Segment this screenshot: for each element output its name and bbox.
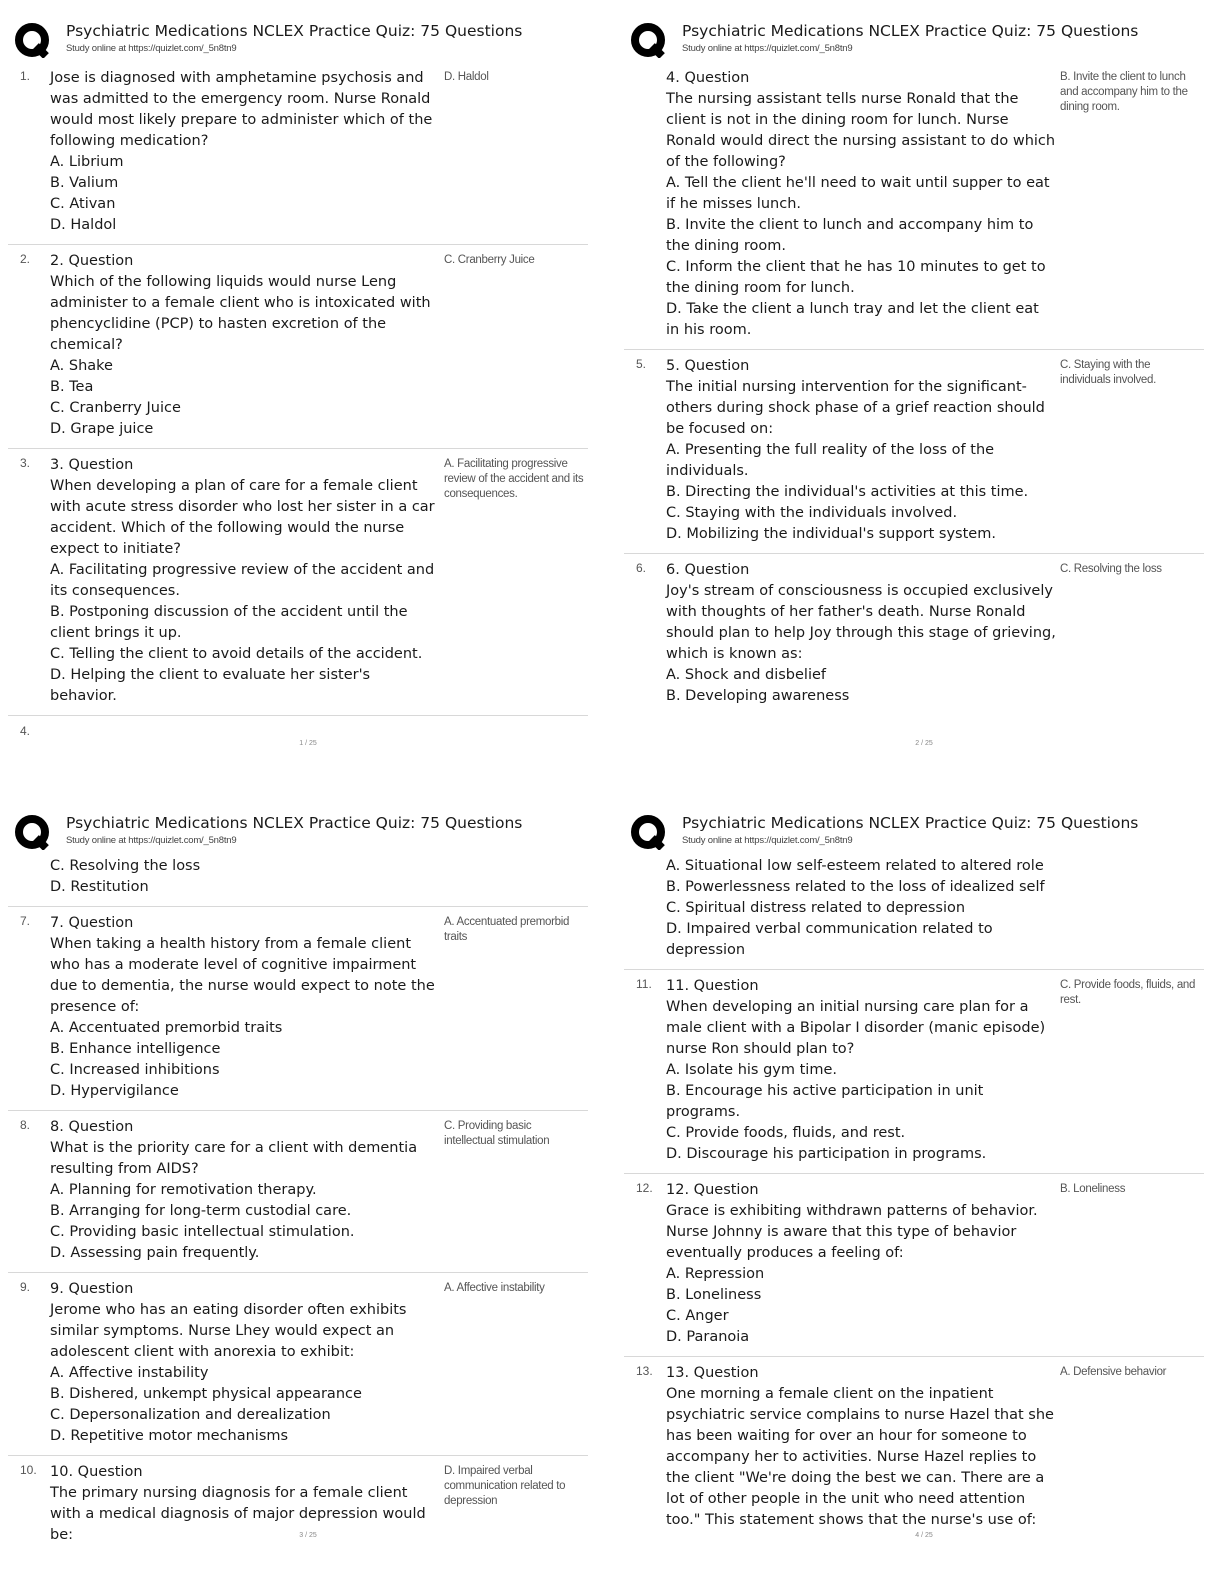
answer-option: C. Telling the client to avoid details of the accident. [50, 646, 423, 662]
page-4 [624, 806, 1224, 1586]
page-1 [8, 14, 608, 794]
question-number: 6. [636, 561, 647, 575]
question-item [624, 554, 1204, 715]
study-link[interactable]: Study online at https://quizlet.com/_5n8tn9 [682, 835, 853, 846]
question-stem: The initial nursing intervention for the significant-others during shock phase of a grief reaction should be focused on: [666, 379, 1045, 437]
correct-answer: A. Affective instability [444, 1282, 545, 1294]
question-list [8, 854, 588, 1554]
question-item [624, 350, 1204, 554]
question-stem: When taking a health history from a female client who has a moderate level of cognitive impairment due to dementia, the nurse would expect to note the presence of: [50, 936, 435, 1015]
answer-option: B. Valium [50, 175, 119, 191]
answer-option: B. Encourage his active participation in unit programs. [666, 1083, 984, 1120]
question-text [666, 976, 1056, 1165]
question-heading: 5. Question [666, 358, 750, 374]
question-item [624, 1174, 1204, 1357]
question-heading: 7. Question [50, 915, 134, 931]
quizlet-logo-icon [630, 22, 666, 58]
answer-option: A. Facilitating progressive review of the accident and its consequences. [50, 562, 435, 599]
page-3 [8, 806, 608, 1586]
question-heading: 6. Question [666, 562, 750, 578]
question-text [50, 1279, 440, 1447]
quizlet-logo-icon [14, 22, 50, 58]
answer-option: D. Restitution [50, 879, 149, 895]
question-heading: 2. Question [50, 253, 134, 269]
question-item [624, 1357, 1204, 1539]
question-stem: What is the priority care for a client with dementia resulting from AIDS? [50, 1140, 418, 1177]
document-title: Psychiatric Medications NCLEX Practice Quiz: 75 Questions [682, 22, 1139, 40]
question-number: 4. [20, 724, 31, 738]
question-item [8, 1111, 588, 1273]
question-number: 1. [20, 69, 31, 83]
question-number: 10. [20, 1463, 37, 1477]
answer-option: D. Repetitive motor mechanisms [50, 1428, 289, 1444]
answer-option: A. Presenting the full reality of the loss of the individuals. [666, 442, 995, 479]
answer-option: B. Enhance intelligence [50, 1041, 221, 1057]
question-stem: The primary nursing diagnosis for a female client with a medical diagnosis of major depression would be: [50, 1485, 426, 1543]
answer-option: B. Powerlessness related to the loss of idealized self [666, 879, 1045, 895]
question-text [666, 560, 1056, 707]
question-heading: 13. Question [666, 1365, 759, 1381]
page-header [8, 14, 608, 60]
answer-option: A. Librium [50, 154, 124, 170]
correct-answer: D. Haldol [444, 71, 489, 83]
answer-option: D. Discourage his participation in programs. [666, 1146, 987, 1162]
answer-option: A. Affective instability [50, 1365, 209, 1381]
question-heading: 3. Question [50, 457, 134, 473]
question-item [624, 62, 1204, 350]
document-title: Psychiatric Medications NCLEX Practice Quiz: 75 Questions [66, 814, 523, 832]
study-link[interactable]: Study online at https://quizlet.com/_5n8tn9 [66, 835, 237, 846]
question-heading: 4. Question [666, 70, 750, 86]
page-number: 2 / 25 [915, 740, 933, 747]
correct-answer: B. Invite the client to lunch and accompany him to the dining room. [1060, 71, 1188, 113]
question-text [666, 1180, 1056, 1348]
answer-option: A. Situational low self-esteem related to altered role [666, 858, 1044, 874]
page-number: 3 / 25 [299, 1532, 317, 1539]
answer-option: A. Isolate his gym time. [666, 1062, 837, 1078]
answer-option: B. Dishered, unkempt physical appearance [50, 1386, 362, 1402]
quizlet-logo-icon [630, 814, 666, 850]
question-number: 12. [636, 1181, 653, 1195]
question-text [50, 1117, 440, 1264]
answer-option: C. Ativan [50, 196, 116, 212]
question-list [624, 62, 1204, 715]
question-number: 13. [636, 1364, 653, 1378]
answer-option: B. Developing awareness [666, 688, 850, 704]
answer-option: A. Repression [666, 1266, 765, 1282]
document-title: Psychiatric Medications NCLEX Practice Quiz: 75 Questions [682, 814, 1139, 832]
question-number: 8. [20, 1118, 31, 1132]
question-item [624, 970, 1204, 1174]
correct-answer: C. Resolving the loss [1060, 563, 1162, 575]
question-item [8, 1456, 588, 1554]
answer-option: C. Resolving the loss [50, 858, 201, 874]
answer-option: D. Haldol [50, 217, 117, 233]
answer-option: C. Depersonalization and derealization [50, 1407, 331, 1423]
question-stem: Which of the following liquids would nurse Leng administer to a female client who is intoxicated with phencyclidine (PCP) to hasten excretion of the chemical? [50, 274, 431, 353]
page-header [624, 14, 1224, 60]
question-text [666, 68, 1056, 341]
question-stem: When developing a plan of care for a female client with acute stress disorder who lost her sister in a car accident. Which of the following would the nurse expect to initiate? [50, 478, 435, 557]
question-text [666, 356, 1056, 545]
answer-option: D. Assessing pain frequently. [50, 1245, 260, 1261]
page-header [8, 806, 608, 852]
question-text [50, 856, 440, 898]
study-link[interactable]: Study online at https://quizlet.com/_5n8tn9 [682, 43, 853, 54]
page-number: 4 / 25 [915, 1532, 933, 1539]
question-number: 5. [636, 357, 647, 371]
question-item [8, 1273, 588, 1456]
correct-answer: D. Impaired verbal communication related to depression [444, 1465, 566, 1507]
correct-answer: C. Provide foods, fluids, and rest. [1060, 979, 1196, 1006]
question-stem: When developing an initial nursing care plan for a male client with a Bipolar I disorder (manic episode) nurse Ron should plan to? [666, 999, 1046, 1057]
answer-option: C. Staying with the individuals involved. [666, 505, 958, 521]
answer-option: B. Arranging for long-term custodial care. [50, 1203, 352, 1219]
correct-answer: B. Loneliness [1060, 1183, 1126, 1195]
answer-option: D. Hypervigilance [50, 1083, 179, 1099]
answer-option: B. Directing the individual's activities at this time. [666, 484, 1029, 500]
question-heading: 8. Question [50, 1119, 134, 1135]
answer-option: B. Invite the client to lunch and accompany him to the dining room. [666, 217, 1034, 254]
answer-option: A. Shake [50, 358, 113, 374]
answer-option: B. Postponing discussion of the accident until the client brings it up. [50, 604, 408, 641]
correct-answer: A. Facilitating progressive review of the accident and its consequences. [444, 458, 584, 500]
question-list [624, 854, 1204, 1539]
question-text [50, 251, 440, 440]
answer-option: C. Provide foods, fluids, and rest. [666, 1125, 906, 1141]
question-text [666, 1363, 1056, 1531]
correct-answer: C. Cranberry Juice [444, 254, 535, 266]
answer-option: D. Helping the client to evaluate her sister's behavior. [50, 667, 371, 704]
question-item [8, 907, 588, 1111]
correct-answer: A. Accentuated premorbid traits [444, 916, 570, 943]
correct-answer: A. Defensive behavior [1060, 1366, 1167, 1378]
answer-option: A. Accentuated premorbid traits [50, 1020, 283, 1036]
answer-option: D. Impaired verbal communication related to depression [666, 921, 993, 958]
question-heading: 11. Question [666, 978, 759, 994]
correct-answer: C. Staying with the individuals involved. [1060, 359, 1156, 386]
question-number: 2. [20, 252, 31, 266]
answer-option: D. Take the client a lunch tray and let the client eat in his room. [666, 301, 1039, 338]
question-stem: The nursing assistant tells nurse Ronald that the client is not in the dining room for lunch. Nurse Ronald would direct the nursing assistant to do which of the following? [666, 91, 1056, 170]
question-text [50, 68, 440, 236]
question-item [624, 854, 1204, 970]
question-stem: Jose is diagnosed with amphetamine psychosis and was admitted to the emergency room. Nurse Ronald would most likely prepare to administer which of the following medication? [50, 70, 433, 149]
quizlet-logo-icon [14, 814, 50, 850]
answer-option: C. Providing basic intellectual stimulation. [50, 1224, 355, 1240]
question-text [50, 913, 440, 1102]
answer-option: B. Loneliness [666, 1287, 762, 1303]
answer-option: C. Anger [666, 1308, 729, 1324]
answer-option: D. Grape juice [50, 421, 154, 437]
question-stem: Joy's stream of consciousness is occupied exclusively with thoughts of her father's death. Nurse Ronald should plan to help Joy through this stage of grieving, which is known as: [666, 583, 1056, 662]
answer-option: D. Mobilizing the individual's support system. [666, 526, 996, 542]
question-item [8, 62, 588, 245]
question-number: 7. [20, 914, 31, 928]
answer-option: A. Planning for remotivation therapy. [50, 1182, 317, 1198]
page-number: 1 / 25 [299, 740, 317, 747]
answer-option: A. Shock and disbelief [666, 667, 827, 683]
answer-option: C. Spiritual distress related to depression [666, 900, 966, 916]
question-heading: 9. Question [50, 1281, 134, 1297]
answer-option: D. Paranoia [666, 1329, 750, 1345]
study-link[interactable]: Study online at https://quizlet.com/_5n8tn9 [66, 43, 237, 54]
question-number: 11. [636, 977, 652, 991]
answer-option: A. Tell the client he'll need to wait until supper to eat if he misses lunch. [666, 175, 1050, 212]
answer-option: C. Inform the client that he has 10 minutes to get to the dining room for lunch. [666, 259, 1046, 296]
question-stem: One morning a female client on the inpatient psychiatric service complains to nurse Hazel that she has been waiting for over an hour for someone to accompany her to activities. Nurse Hazel replies to the client "We're doing the best we can. There are a lot of other people in the unit who need attention too." This statement shows that the nurse's use of: [666, 1386, 1054, 1528]
page-header [624, 806, 1224, 852]
question-stem: Grace is exhibiting withdrawn patterns of behavior. Nurse Johnny is aware that this type of behavior eventually produces a feeling of: [666, 1203, 1038, 1261]
question-number: 9. [20, 1280, 31, 1294]
question-item [8, 449, 588, 716]
question-item [8, 245, 588, 449]
question-number: 3. [20, 456, 31, 470]
question-item [8, 854, 588, 907]
question-text [50, 455, 440, 707]
question-heading: 10. Question [50, 1464, 143, 1480]
question-stem: Jerome who has an eating disorder often exhibits similar symptoms. Nurse Lhey would expect an adolescent client with anorexia to exhibit: [50, 1302, 407, 1360]
correct-answer: C. Providing basic intellectual stimulation [444, 1120, 550, 1147]
answer-option: C. Cranberry Juice [50, 400, 181, 416]
answer-option: B. Tea [50, 379, 94, 395]
question-list [8, 62, 588, 746]
document-title: Psychiatric Medications NCLEX Practice Quiz: 75 Questions [66, 22, 523, 40]
question-text [666, 856, 1056, 961]
page-2 [624, 14, 1224, 794]
question-heading: 12. Question [666, 1182, 759, 1198]
answer-option: C. Increased inhibitions [50, 1062, 220, 1078]
